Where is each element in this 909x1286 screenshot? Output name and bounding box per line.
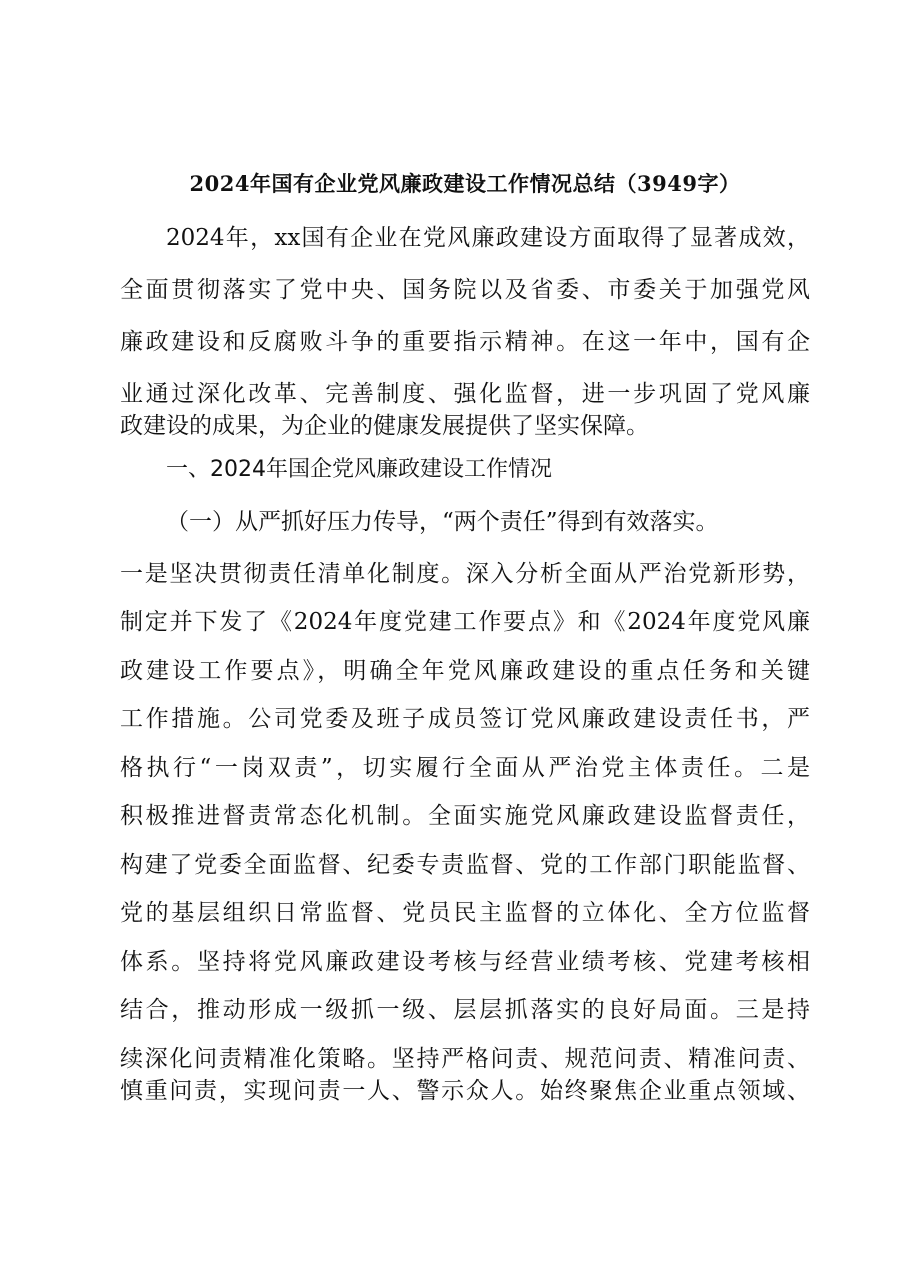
intro-line-1: 2024年，xx国有企业在党风廉政建设方面取得了显著成效， [166,225,810,251]
body-line-3: 政建设工作要点》，明确全年党风廉政建设的重点任务和关键 [120,658,810,684]
intro-line-5: 政建设的成果，为企业的健康发展提供了坚实保障。 [120,413,649,439]
body-line-4: 工作措施。公司党委及班子成员签订党风廉政建设责任书，严 [120,706,810,732]
document-title: 2024年国有企业党风廉政建设工作情况总结（3949字） [189,171,741,196]
body-line-8: 党的基层组织日常监督、党员民主监督的立体化、全方位监督 [120,900,810,926]
subsection-heading: （一）从严抓好压力传导，“两个责任”得到有效落实。 [166,509,719,535]
body-line-6: 积极推进督责常态化机制。全面实施党风廉政建设监督责任， [120,803,810,829]
intro-line-2: 全面贯彻落实了党中央、国务院以及省委、市委关于加强党风 [120,277,810,303]
body-line-5: 格执行“一岗双责”，切实履行全面从严治党主体责任。二是 [120,755,810,781]
body-line-1: 一是坚决贯彻责任清单化制度。深入分析全面从严治党新形势， [120,561,810,587]
section-heading: 一、2024年国企党风廉政建设工作情况 [166,457,552,482]
body-line-2: 制定并下发了《2024年度党建工作要点》和《2024年度党风廉 [120,609,810,635]
intro-line-4: 业通过深化改革、完善制度、强化监督，进一步巩固了党风廉 [120,381,810,407]
body-line-10: 结合，推动形成一级抓一级、层层抓落实的良好局面。三是持 [120,997,810,1023]
body-line-12: 慎重问责，实现问责一人、警示众人。始终聚焦企业重点领域、 [120,1078,810,1104]
body-line-7: 构建了党委全面监督、纪委专责监督、党的工作部门职能监督、 [120,852,810,878]
intro-line-3: 廉政建设和反腐败斗争的重要指示精神。在这一年中，国有企 [120,329,810,355]
body-line-11: 续深化问责精准化策略。坚持严格问责、规范问责、精准问责、 [120,1046,810,1072]
body-line-9: 体系。坚持将党风廉政建设考核与经营业绩考核、党建考核相 [120,949,810,975]
